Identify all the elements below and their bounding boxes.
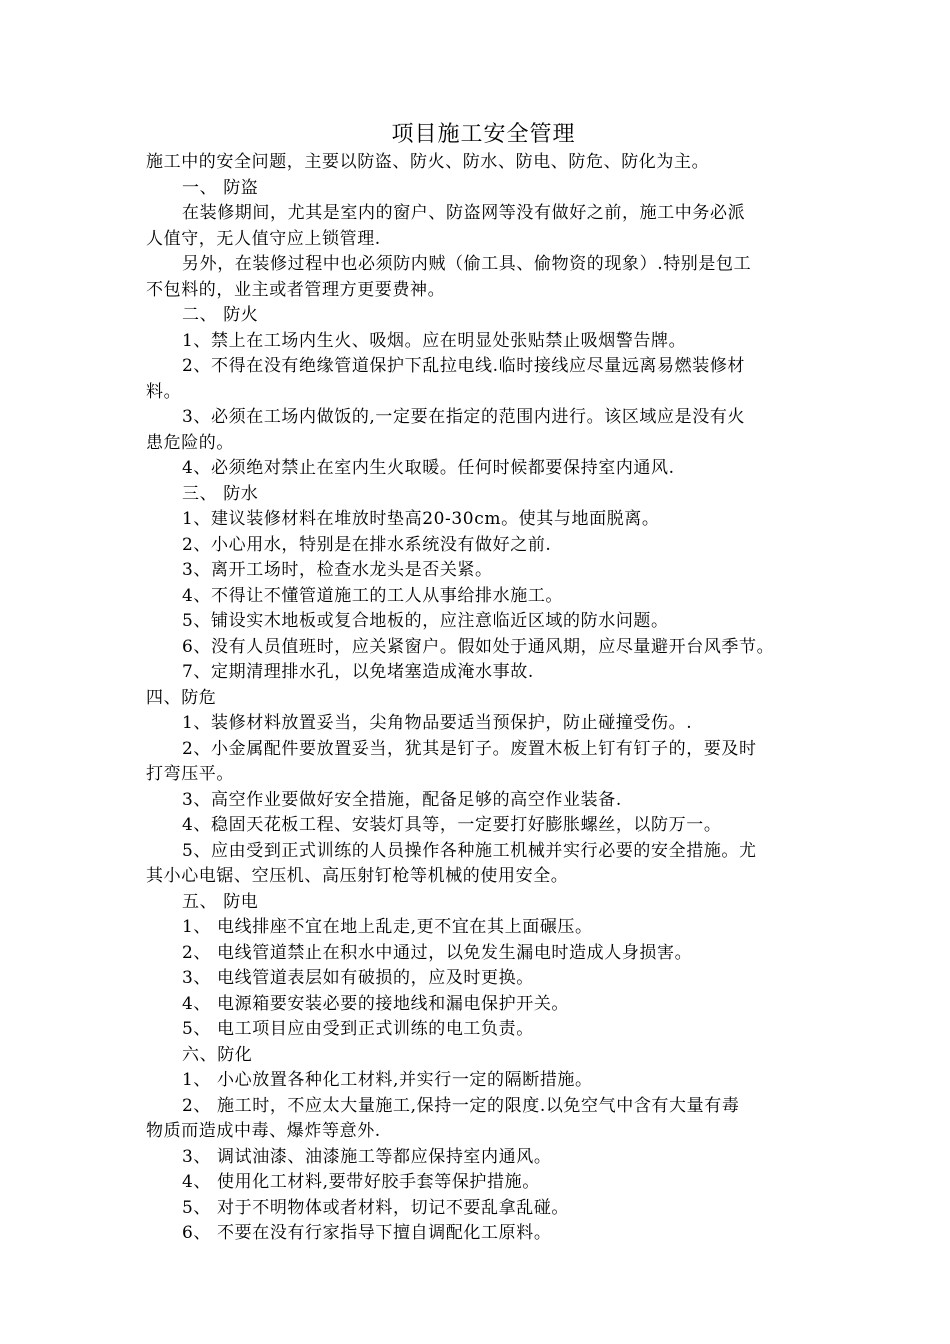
document-title: 项目施工安全管理 xyxy=(391,122,576,147)
text-line: 2、小心用水，特别是在排水系统没有做好之前. xyxy=(182,534,552,555)
text-line: 1、禁上在工场内生火、吸烟。应在明显处张贴禁止吸烟警告牌。 xyxy=(182,330,687,351)
text-line: 5、 电工项目应由受到正式训练的电工负责。 xyxy=(182,1019,534,1039)
text-line: 六、防化 xyxy=(182,1044,253,1065)
text-line: 3、必须在工场内做饭的,一定要在指定的范围内进行。该区域应是没有火 xyxy=(182,407,746,427)
text-line: 6、 不要在没有行家指导下擅自调配化工原料。 xyxy=(182,1223,552,1243)
text-line: 1、装修材料放置妥当，尖角物品要适当预保护，防止碰撞受伤。. xyxy=(182,713,693,733)
text-line: 料。 xyxy=(146,381,182,402)
text-line: 患危险的。 xyxy=(146,432,234,453)
text-line: 5、应由受到正式训练的人员操作各种施工机械并实行必要的安全措施。尤 xyxy=(182,840,757,861)
text-line: 三、 防水 xyxy=(182,483,259,504)
text-line: 其小心电锯、空压机、高压射钉枪等机械的使用安全。 xyxy=(146,866,569,886)
text-line: 2、不得在没有绝缘管道保护下乱拉电线.临时接线应尽量远离易燃装修材 xyxy=(182,356,746,376)
text-line: 2、 施工时，不应太大量施工,保持一定的限度.以免空气中含有大量有毒 xyxy=(182,1095,740,1116)
text-line: 4、 使用化工材料,要带好胶手套等保护措施。 xyxy=(182,1172,540,1192)
text-line: 物质而造成中毒、爆炸等意外. xyxy=(146,1121,381,1141)
text-line: 6、没有人员值班时，应关紧窗户。假如处于通风期，应尽量避开台风季节。 xyxy=(182,636,775,657)
text-line: 1、 小心放置各种化工材料,并实行一定的隔断措施。 xyxy=(182,1070,593,1090)
text-line: 五、 防电 xyxy=(182,891,259,912)
text-line: 5、 对于不明物体或者材料，切记不要乱拿乱碰。 xyxy=(182,1197,570,1218)
text-line: 1、建议装修材料在堆放时垫高20-30cm。使其与地面脱离。 xyxy=(182,509,660,529)
text-line: 2、 电线管道禁止在积水中通过，以免发生漏电时造成人身损害。 xyxy=(182,942,693,963)
text-line: 7、定期清理排水孔，以免堵塞造成淹水事故. xyxy=(182,662,534,682)
text-line: 二、 防火 xyxy=(182,305,259,325)
document-page xyxy=(146,120,821,1247)
text-line: 四、防危 xyxy=(146,687,217,708)
text-line: 3、高空作业要做好安全措施，配备足够的高空作业装备. xyxy=(182,789,622,810)
text-line: 5、铺设实木地板或复合地板的，应注意临近区域的防水问题。 xyxy=(182,611,669,631)
text-line: 另外，在装修过程中也必须防内贼（偷工具、偷物资的现象）.特别是包工 xyxy=(182,254,752,274)
text-line: 在装修期间，尤其是室内的窗户、防盗网等没有做好之前，施工中务必派 xyxy=(182,203,746,223)
text-line: 1、 电线排座不宜在地上乱走,更不宜在其上面碾压。 xyxy=(182,917,593,937)
text-line: 4、 电源箱要安装必要的接地线和漏电保护开关。 xyxy=(182,993,570,1014)
text-line: 4、稳固天花板工程、安装灯具等，一定要打好膨胀螺丝，以防万一。 xyxy=(182,815,722,835)
text-line: 一、 防盗 xyxy=(182,177,259,198)
document-body xyxy=(146,150,821,1247)
text-line: 施工中的安全问题，主要以防盗、防火、防水、防电、防危、防化为主。 xyxy=(146,152,710,172)
text-line: 3、离开工场时，检查水龙头是否关紧。 xyxy=(182,560,493,580)
text-line: 2、小金属配件要放置妥当，犹其是钉子。废置木板上钉有钉子的，要及时 xyxy=(182,738,757,759)
text-line: 4、必须绝对禁止在室内生火取暖。任何时候都要保持室内通风. xyxy=(182,458,675,478)
text-line: 3、 电线管道表层如有破损的，应及时更换。 xyxy=(182,968,534,988)
text-line: 打弯压平。 xyxy=(146,764,234,784)
text-line: 4、不得让不懂管道施工的工人从事给排水施工。 xyxy=(182,585,564,606)
text-line: 3、 调试油漆、油漆施工等都应保持室内通风。 xyxy=(182,1146,552,1167)
text-line: 不包料的，业主或者管理方更要费神。 xyxy=(146,279,446,300)
text-line: 人值守，无人值守应上锁管理. xyxy=(146,228,381,249)
